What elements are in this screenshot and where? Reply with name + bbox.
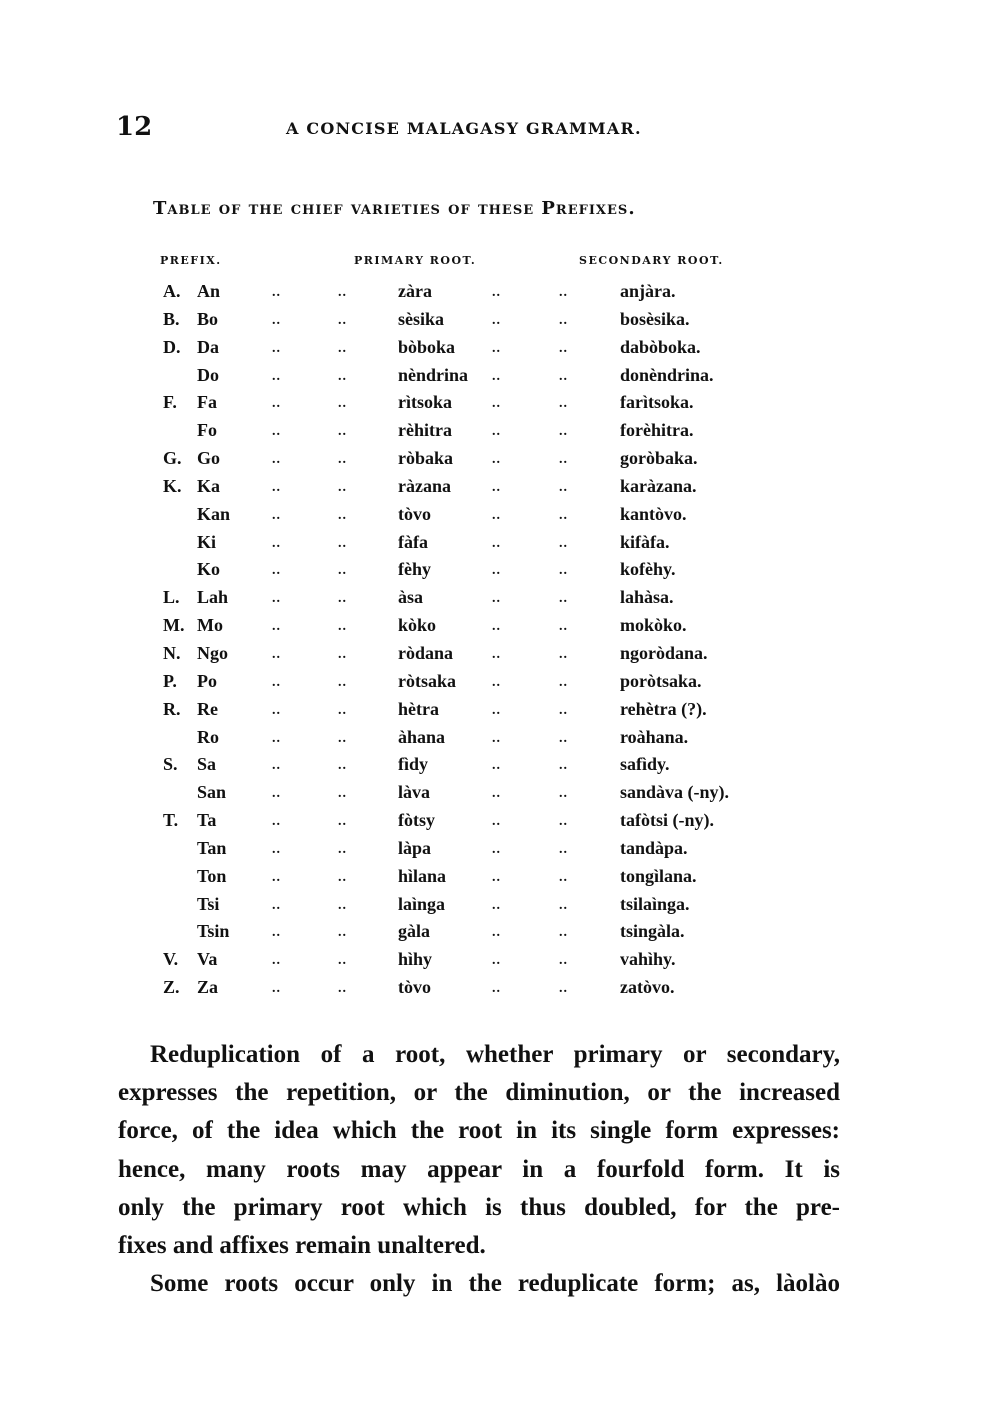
- leader-dots: ..: [559, 563, 568, 579]
- leader-dots: ..: [272, 925, 281, 941]
- row-secondary-root: bosèsika.: [620, 308, 690, 329]
- row-secondary-root: mokòko.: [620, 615, 687, 636]
- row-primary-root: bòboka: [398, 336, 456, 357]
- row-prefix: San: [197, 782, 227, 803]
- row-primary-root: ròtsaka: [398, 670, 456, 691]
- leader-dots: ..: [559, 758, 568, 774]
- paragraph-line: Some roots occur only in the reduplicate form; as, làolào: [150, 1270, 840, 1298]
- row-secondary-root: goròbaka.: [620, 448, 698, 469]
- row-primary-root: tòvo: [398, 503, 431, 524]
- row-prefix: Re: [197, 698, 218, 719]
- leader-dots: ..: [272, 285, 281, 300]
- leader-dots: ..: [492, 535, 501, 551]
- row-secondary-root: kifàfa.: [620, 531, 670, 552]
- running-head: A CONCISE MALAGASY GRAMMAR.: [286, 119, 642, 138]
- leader-dots: ..: [272, 312, 281, 328]
- leader-dots: ..: [338, 953, 347, 969]
- table-row: [0, 448, 1000, 476]
- prefix-table: [0, 281, 1000, 1005]
- leader-dots: ..: [492, 591, 501, 607]
- row-primary-root: fìdy: [398, 754, 429, 775]
- table-row: [0, 699, 1000, 727]
- row-secondary-root: safìdy.: [620, 754, 670, 775]
- row-letter: B.: [163, 308, 180, 329]
- leader-dots: ..: [338, 424, 347, 440]
- row-primary-root: laìnga: [398, 893, 446, 914]
- table-row: [0, 866, 1000, 894]
- paragraph-line: expresses the repetition, or the diminution, or the increased: [118, 1079, 840, 1107]
- row-letter: F.: [163, 392, 177, 413]
- leader-dots: ..: [272, 646, 281, 662]
- table-row: [0, 782, 1000, 810]
- leader-dots: ..: [272, 702, 281, 718]
- leader-dots: ..: [492, 285, 501, 300]
- row-secondary-root: tsilaìnga.: [620, 893, 690, 914]
- row-prefix: Fa: [197, 392, 217, 413]
- table-row: [0, 615, 1000, 643]
- table-row: [0, 754, 1000, 782]
- leader-dots: ..: [492, 424, 501, 440]
- leader-dots: ..: [272, 368, 281, 384]
- row-primary-root: fòtsy: [398, 810, 435, 831]
- row-prefix: Tsi: [197, 893, 220, 914]
- leader-dots: ..: [272, 591, 281, 607]
- leader-dots: ..: [559, 981, 568, 997]
- row-prefix: Ka: [197, 475, 221, 496]
- leader-dots: ..: [338, 841, 347, 857]
- leader-dots: ..: [272, 619, 281, 635]
- leader-dots: ..: [492, 479, 501, 495]
- leader-dots: ..: [338, 869, 347, 885]
- row-prefix: Ki: [197, 531, 217, 552]
- column-header-prefix: PREFIX.: [160, 254, 222, 267]
- row-primary-root: fèhy: [398, 559, 431, 580]
- leader-dots: ..: [338, 981, 347, 997]
- leader-dots: ..: [338, 814, 347, 830]
- table-row: [0, 921, 1000, 949]
- table-row: [0, 532, 1000, 560]
- row-secondary-root: donèndrina.: [620, 364, 714, 385]
- leader-dots: ..: [559, 646, 568, 662]
- leader-dots: ..: [492, 953, 501, 969]
- row-secondary-root: tongìlana.: [620, 865, 697, 886]
- leader-dots: ..: [492, 646, 501, 662]
- leader-dots: ..: [338, 646, 347, 662]
- leader-dots: ..: [338, 452, 347, 468]
- paragraph-line: hence, many roots may appear in a fourfold form. It is: [118, 1155, 840, 1183]
- leader-dots: ..: [492, 312, 501, 328]
- leader-dots: ..: [492, 981, 501, 997]
- row-secondary-root: rehètra (?).: [620, 698, 707, 719]
- row-prefix: Go: [197, 448, 221, 469]
- table-title: Table of the chief varieties of these Prefixes.: [153, 198, 636, 219]
- leader-dots: ..: [559, 285, 568, 300]
- table-row: [0, 365, 1000, 393]
- leader-dots: ..: [338, 285, 347, 300]
- row-prefix: Ro: [197, 726, 219, 747]
- leader-dots: ..: [559, 730, 568, 746]
- row-primary-root: rèhitra: [398, 420, 452, 441]
- leader-dots: ..: [272, 814, 281, 830]
- leader-dots: ..: [559, 424, 568, 440]
- row-primary-root: ròdana: [398, 642, 454, 663]
- leader-dots: ..: [559, 535, 568, 551]
- row-primary-root: ròbaka: [398, 448, 454, 469]
- row-secondary-root: kofèhy.: [620, 559, 676, 580]
- row-secondary-root: lahàsa.: [620, 587, 674, 608]
- row-prefix: Lah: [197, 587, 229, 608]
- leader-dots: ..: [272, 424, 281, 440]
- table-row: [0, 337, 1000, 365]
- leader-dots: ..: [492, 396, 501, 412]
- row-primary-root: ràzana: [398, 475, 451, 496]
- table-row: [0, 838, 1000, 866]
- row-prefix: Va: [197, 949, 218, 970]
- leader-dots: ..: [559, 619, 568, 635]
- row-secondary-root: vahìhy.: [620, 949, 676, 970]
- table-row: [0, 559, 1000, 587]
- row-letter: L.: [163, 587, 180, 608]
- row-secondary-root: ngoròdana.: [620, 642, 708, 663]
- table-row: [0, 727, 1000, 755]
- leader-dots: ..: [338, 786, 347, 802]
- row-letter: T.: [163, 810, 179, 831]
- row-letter: K.: [163, 475, 182, 496]
- leader-dots: ..: [338, 368, 347, 384]
- leader-dots: ..: [338, 730, 347, 746]
- leader-dots: ..: [272, 953, 281, 969]
- leader-dots: ..: [338, 674, 347, 690]
- leader-dots: ..: [338, 758, 347, 774]
- table-row: [0, 281, 1000, 309]
- row-letter: N.: [163, 642, 181, 663]
- body-paragraphs: [118, 1036, 840, 1303]
- leader-dots: ..: [272, 758, 281, 774]
- leader-dots: ..: [559, 674, 568, 690]
- row-prefix: Ko: [197, 559, 221, 580]
- row-prefix: An: [197, 281, 221, 301]
- leader-dots: ..: [559, 841, 568, 857]
- row-primary-root: àsa: [398, 587, 424, 608]
- leader-dots: ..: [559, 396, 568, 412]
- leader-dots: ..: [272, 674, 281, 690]
- leader-dots: ..: [559, 897, 568, 913]
- row-prefix: Ta: [197, 810, 217, 831]
- row-secondary-root: kantòvo.: [620, 503, 687, 524]
- leader-dots: ..: [559, 814, 568, 830]
- row-letter: D.: [163, 336, 181, 357]
- leader-dots: ..: [338, 897, 347, 913]
- leader-dots: ..: [272, 396, 281, 412]
- leader-dots: ..: [338, 312, 347, 328]
- row-primary-root: sèsika: [398, 308, 445, 329]
- row-letter: R.: [163, 698, 181, 719]
- table-row: [0, 671, 1000, 699]
- leader-dots: ..: [272, 535, 281, 551]
- table-row: [0, 392, 1000, 420]
- column-header-primary-root: PRIMARY ROOT.: [354, 254, 477, 267]
- row-primary-root: fàfa: [398, 531, 428, 552]
- leader-dots: ..: [492, 841, 501, 857]
- row-secondary-root: karàzana.: [620, 475, 697, 496]
- leader-dots: ..: [559, 507, 568, 523]
- row-primary-root: gàla: [398, 921, 431, 942]
- leader-dots: ..: [272, 563, 281, 579]
- leader-dots: ..: [272, 452, 281, 468]
- row-letter: G.: [163, 448, 182, 469]
- leader-dots: ..: [492, 368, 501, 384]
- row-letter: S.: [163, 754, 178, 775]
- row-primary-root: tòvo: [398, 977, 431, 998]
- row-prefix: Kan: [197, 503, 231, 524]
- row-primary-root: nèndrina: [398, 364, 469, 385]
- row-prefix: Mo: [197, 615, 223, 636]
- leader-dots: ..: [492, 507, 501, 523]
- leader-dots: ..: [338, 591, 347, 607]
- leader-dots: ..: [492, 730, 501, 746]
- leader-dots: ..: [559, 591, 568, 607]
- leader-dots: ..: [272, 841, 281, 857]
- column-header-secondary-root: SECONDARY ROOT.: [579, 254, 724, 267]
- leader-dots: ..: [559, 340, 568, 356]
- table-row: [0, 309, 1000, 337]
- row-secondary-root: forèhitra.: [620, 420, 694, 441]
- row-prefix: Ngo: [197, 642, 228, 663]
- table-row: [0, 949, 1000, 977]
- row-secondary-root: poròtsaka.: [620, 670, 702, 691]
- paragraph-line: force, of the idea which the root in its single form expresses:: [118, 1117, 840, 1145]
- row-primary-root: àhana: [398, 726, 446, 747]
- leader-dots: ..: [559, 953, 568, 969]
- leader-dots: ..: [559, 312, 568, 328]
- leader-dots: ..: [492, 452, 501, 468]
- table-row: [0, 476, 1000, 504]
- leader-dots: ..: [272, 786, 281, 802]
- table-row: [0, 894, 1000, 922]
- row-letter: A.: [163, 281, 181, 301]
- row-primary-root: hètra: [398, 698, 439, 719]
- leader-dots: ..: [492, 897, 501, 913]
- leader-dots: ..: [492, 814, 501, 830]
- row-prefix: Sa: [197, 754, 217, 775]
- leader-dots: ..: [559, 925, 568, 941]
- leader-dots: ..: [492, 702, 501, 718]
- leader-dots: ..: [492, 674, 501, 690]
- table-row: [0, 810, 1000, 838]
- leader-dots: ..: [492, 925, 501, 941]
- row-prefix: Tsin: [197, 921, 230, 942]
- leader-dots: ..: [492, 869, 501, 885]
- paragraph-line: fixes and affixes remain unaltered.: [118, 1231, 486, 1259]
- row-secondary-root: tandàpa.: [620, 837, 688, 858]
- table-row: [0, 504, 1000, 532]
- row-secondary-root: farìtsoka.: [620, 392, 694, 413]
- leader-dots: ..: [272, 507, 281, 523]
- row-primary-root: zàra: [398, 281, 432, 301]
- row-primary-root: rìtsoka: [398, 392, 452, 413]
- row-letter: V.: [163, 949, 179, 970]
- table-row: [0, 643, 1000, 671]
- leader-dots: ..: [559, 368, 568, 384]
- row-prefix: Ton: [197, 865, 227, 886]
- leader-dots: ..: [272, 897, 281, 913]
- leader-dots: ..: [338, 479, 347, 495]
- row-letter: M.: [163, 615, 185, 636]
- row-secondary-root: tsingàla.: [620, 921, 685, 942]
- paragraph-line: only the primary root which is thus doubled, for the pre-: [118, 1193, 840, 1221]
- leader-dots: ..: [338, 925, 347, 941]
- leader-dots: ..: [559, 702, 568, 718]
- leader-dots: ..: [272, 869, 281, 885]
- leader-dots: ..: [559, 786, 568, 802]
- row-primary-root: kòko: [398, 615, 437, 636]
- row-letter: Z.: [163, 977, 180, 998]
- leader-dots: ..: [338, 535, 347, 551]
- table-row: [0, 977, 1000, 1005]
- leader-dots: ..: [338, 563, 347, 579]
- row-prefix: Da: [197, 336, 219, 357]
- leader-dots: ..: [559, 869, 568, 885]
- leader-dots: ..: [338, 702, 347, 718]
- leader-dots: ..: [272, 479, 281, 495]
- row-primary-root: làva: [398, 782, 431, 803]
- leader-dots: ..: [559, 479, 568, 495]
- leader-dots: ..: [492, 619, 501, 635]
- row-primary-root: hìlana: [398, 865, 447, 886]
- row-secondary-root: sandàva (-ny).: [620, 782, 730, 803]
- leader-dots: ..: [492, 786, 501, 802]
- row-letter: P.: [163, 670, 177, 691]
- leader-dots: ..: [492, 758, 501, 774]
- leader-dots: ..: [272, 340, 281, 356]
- leader-dots: ..: [492, 340, 501, 356]
- row-secondary-root: dabòboka.: [620, 336, 701, 357]
- row-secondary-root: roàhana.: [620, 726, 689, 747]
- leader-dots: ..: [272, 981, 281, 997]
- page-number: 12: [116, 112, 153, 142]
- leader-dots: ..: [338, 507, 347, 523]
- row-prefix: Po: [197, 670, 217, 691]
- leader-dots: ..: [272, 730, 281, 746]
- leader-dots: ..: [338, 396, 347, 412]
- leader-dots: ..: [492, 563, 501, 579]
- paragraph-line: Reduplication of a root, whether primary or secondary,: [150, 1041, 840, 1068]
- row-prefix: Tan: [197, 837, 227, 858]
- row-primary-root: hìhy: [398, 949, 433, 970]
- row-prefix: Do: [197, 364, 219, 385]
- leader-dots: ..: [338, 340, 347, 356]
- row-primary-root: làpa: [398, 837, 432, 858]
- leader-dots: ..: [559, 452, 568, 468]
- row-prefix: Za: [197, 977, 219, 998]
- row-prefix: Fo: [197, 420, 217, 441]
- table-row: [0, 420, 1000, 448]
- leader-dots: ..: [338, 619, 347, 635]
- row-secondary-root: tafòtsi (-ny).: [620, 810, 714, 831]
- row-secondary-root: anjàra.: [620, 281, 676, 301]
- row-secondary-root: zatòvo.: [620, 977, 675, 998]
- table-row: [0, 587, 1000, 615]
- row-prefix: Bo: [197, 308, 219, 329]
